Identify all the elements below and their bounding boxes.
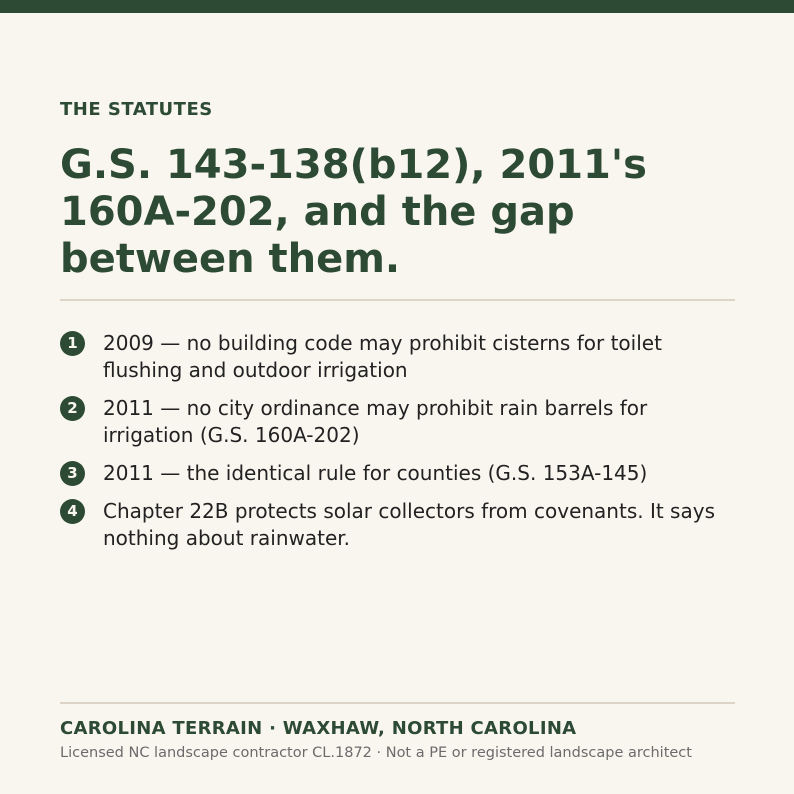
top-accent-bar [0,0,794,13]
number-badge: 2 [60,396,85,421]
list-item-text: 2009 — no building code may prohibit cisterns for toilet flushing and outdoor irrigation [103,331,662,382]
list-item [60,498,740,552]
section-eyebrow: THE STATUTES [60,99,213,120]
list-item-text: Chapter 22B protects solar collectors from covenants. It says nothing about rainwater. [103,499,715,550]
list-item [60,330,740,384]
number-badge: 4 [60,499,85,524]
divider-bottom [60,702,735,704]
page-title: G.S. 143-138(b12), 2011's 160A-202, and the gap between them. [60,142,647,282]
list-item [60,395,740,449]
statute-list [60,330,740,563]
footer-license: Licensed NC landscape contractor CL.1872 · Not a PE or registered landscape architect [60,745,692,761]
footer-brand: CAROLINA TERRAIN · WAXHAW, NORTH CAROLINA [60,718,577,739]
number-badge: 3 [60,461,85,486]
list-item [60,460,740,487]
list-item-text: 2011 — the identical rule for counties (G.S. 153A-145) [103,461,648,485]
list-item-text: 2011 — no city ordinance may prohibit rain barrels for irrigation (G.S. 160A-202) [103,396,648,447]
divider-top [60,299,735,301]
number-badge: 1 [60,331,85,356]
